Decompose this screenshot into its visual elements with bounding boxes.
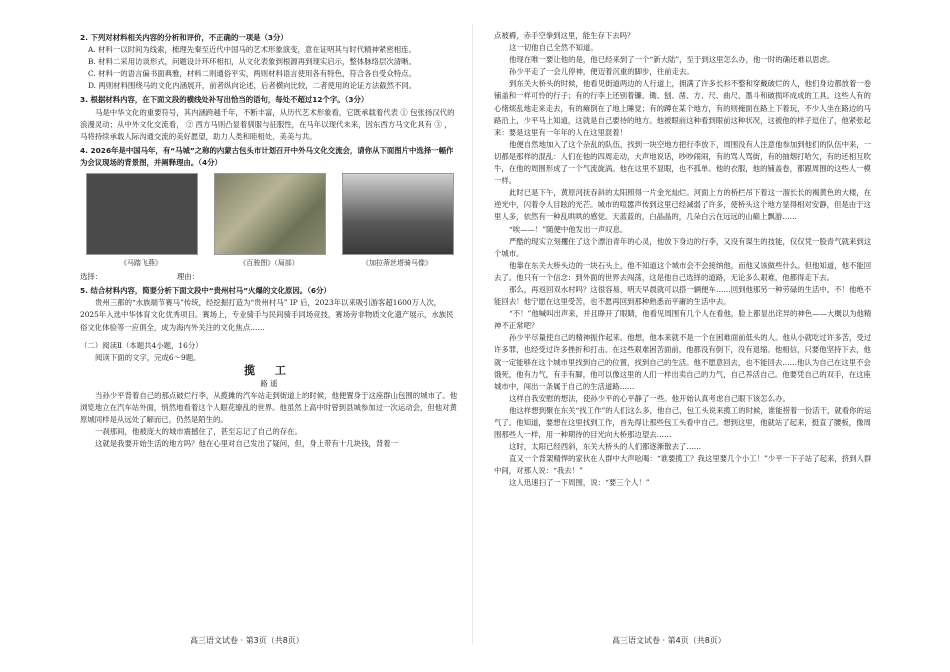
story-paragraph: 到东关大桥头的时候，他看见街道两边的人行道上，拥满了许多长衫不整和穿戴破烂的人，他们身边都放着一卷铺盖和一样可怜的行子；有的行李上还别着镰、锄、刨、凿、方、尺、曲尺、墨斗和破损坏成成的工具。这些人有的心绪烦乱地走来走去，有的瘫倒在了地上睡觉；有的蹲在某个地方，有的则掩面在路上下着玩，不少人坐在路边的马路沿上，少平马上知道，这就是自己要待的地方。他被眼前这种看到眼前这种状况，这被他的样子逗住了，他紧张起来：要是这里有一年年的人在这里混着！ bbox=[494, 79, 872, 137]
right-page bbox=[494, 30, 872, 490]
story-paragraph: 那么，再返回双水村吗？这很容易，明天早晨就可以搭一辆便车……回到他那另一种劳碌的生活中。不！他绝不能回去！他宁愿在这里受苦，也不愿再回到那种熟悉而平庸的生活中去。 bbox=[494, 284, 872, 307]
picture-2 bbox=[214, 173, 324, 269]
story-paragraph: 一刹那间，他被庞大的城市震撼住了，甚至忘记了自己的存在。 bbox=[95, 427, 302, 437]
picture-1 bbox=[86, 173, 196, 269]
story-paragraph: 这一切他自己全然不知道。 bbox=[509, 43, 598, 53]
answer-line bbox=[80, 271, 458, 283]
story-title: 揽 工 bbox=[244, 363, 294, 377]
question-4: 4. 2026年是中国马年，有“马城”之称的内蒙古包头市计划召开中外马文化交流会，请你从下面图片中选择一幅作为会议现场的背景图，并阐释理由。（4分） bbox=[80, 145, 454, 167]
story-paragraph: 这时，太阳已经西斜，东关大桥头的人们都逐渐散去了…… bbox=[509, 442, 702, 452]
story-author: 路 遥 bbox=[260, 378, 278, 388]
q2-option-b: B. 材料二采用访谈形式，问题设计环环相扣，从文化表象到根源再到现实启示，整体脉络层次清晰。 bbox=[88, 57, 416, 67]
story-paragraph: 点被褥，赤手空拳到这里，能生存下去吗？ bbox=[494, 31, 635, 40]
story-paragraph: 他便自然地加入了这个杂乱的队伍，找到一块空地方把行李放下，周围没有人注意他参加到他们的队伍中来，一切都是那样的混乱：人们在他的四周走动，大声地说话，吵吵闹闹，有的骂人骂街，有的抽烟打哈欠，有的还相互吹牛，在他的周围形成了一个气流旋涡。他在这里不显眼，也不孤单。他的衣服，他的铺盖卷，都跟周围的这些人一模一样。 bbox=[494, 139, 872, 186]
page-footer-left: 高三语文试卷 · 第3页（共8页） bbox=[190, 636, 304, 645]
story-paragraph: “唉——！”随便中他发出一声叹息。 bbox=[509, 224, 628, 234]
question-2: 2. 下列对材料相关内容的分析和评价，不正确的一项是（3分） bbox=[80, 33, 288, 42]
story-paragraph: 这人迅速扫了一下周围，说：“要三个人！” bbox=[509, 478, 650, 488]
q2-option-c: C. 材料一的语言偏书面典雅，材料二则通俗平实，两则材料语言使用各有特色，符合各自受众特点。 bbox=[88, 69, 416, 79]
picture-3 bbox=[342, 173, 452, 269]
reason-label: 理由： bbox=[176, 272, 200, 282]
page-divider bbox=[472, 24, 473, 644]
left-page bbox=[80, 30, 458, 450]
story-paragraph: 严酷的现实立刻攫住了这个漂泊青年的心灵，他放下身边的行李，又没有谋生的技能，仅仅凭一股青气就来到这个城市。 bbox=[494, 236, 872, 258]
story-paragraph: 他这样想到聚在东关“找工作”的人们这么多，他自己，包工头说来揽工的时候，谁能捞着一份活干，就看你的运气了。他知道，要想在这里找到工作，首先得让那些包工头看中自己。想到这里，他就站了起来，挺直了腰板，像周围那些人一样，用一种期待的目光向大桥那边望去…… bbox=[494, 405, 872, 440]
story-paragraph: 他现在唯一要让他的是，他已经来到了一个“新大陆”，至于到这里怎么办，他一时的确还难以思虑。 bbox=[509, 55, 835, 65]
horse-painting-image bbox=[214, 173, 326, 255]
story-paragraph: 直又一个背架精悍的家伙在人群中大声吆喝：“谁要揽工？我这里要几个小工！”少平一下子站了起来，挤到人群中间，对那人说：“我去！” bbox=[494, 454, 872, 476]
question-5: 5. 结合材料内容，简要分析下面文段中“贵州村马”火爆的文化原因。（6分） bbox=[80, 286, 331, 296]
question-3: 3. 根据材料内容，在下面文段的横线处补写出恰当的语句，每处不超过12个字。（3分） bbox=[80, 95, 369, 105]
story-paragraph: 当孙少平背着自己的那点破烂行李，从揽摊的汽车站走到街道上的时候，他便置身于这座群山包围的城市了。他浏览地立在汽车站外面，悄然地看着这个人眼花缭乱的世界。他虽然上高中时曾到县城参加过一次运动会，但他对黄原城同样是从远处了解而已，仍然是陌生的。 bbox=[80, 390, 458, 425]
q5-passage: 贵州三都的“水族端节赛马”传统，经挖掘打造为“贵州村马” IP 后，2023年以来吸引游客超1600万人次，2025年入选中华体育文化优秀项目。赛场上，专业骑手与民间骑手同场竞技，赛场旁非物质文化遗产展示，水族民俗文化体验等一应俱全，成为海内外关注的文化焦点…… bbox=[80, 298, 454, 332]
picture-1-caption: 《马踏飞燕》 bbox=[120, 259, 162, 268]
equestrian-statue-image bbox=[342, 173, 454, 255]
q2-option-a: A. 材料一以时间为线索，梳理先秦至近代中国马的艺术形象演变，意在证明其与时代精神紧密相连。 bbox=[88, 45, 416, 55]
horse-statue-image bbox=[86, 173, 198, 255]
story-paragraph: 孙少平走了一会儿停神，便迈着沉重的脚步，往前走去。 bbox=[509, 67, 694, 77]
select-label: 选择： bbox=[80, 272, 103, 282]
story-paragraph: 这样自我安慰的想法，使孙少平的心平静了一些。他开始认真考虑自己眼下该怎么办。 bbox=[509, 393, 790, 403]
q2-option-d: D. 两则材料围绕马的文化内涵展开，前者纵向论述，后者横向比较，二者使用的论证方法截然不同。 bbox=[88, 81, 417, 91]
q4-pictures bbox=[86, 173, 452, 269]
picture-3-caption: 《加拉蒂丝塔骑马像》 bbox=[362, 259, 432, 268]
story-paragraph: 这就是我要开始生活的地方吗？他在心里对自己发出了疑问，但，身上带有十几块钱，背着一 bbox=[95, 439, 399, 449]
story-paragraph: 他靠在东关大桥头边的一块石头上，他不知道这个城市会不会接纳他，而他又该做些什么。但他知道，他不能回去了。他只有一个信念：到外面的世界去闯荡，这是他自己选择的道路，无论多么艰难，他都得走下去。 bbox=[494, 260, 872, 282]
story-paragraph: “不！”他喊叫出声来，并且睁开了眼睛，他看见周围有几个人在看他，脸上都显出诧异的神色——大概以为他精神不正常吧？ bbox=[494, 309, 872, 331]
story-paragraph: 此时已是下午，黄原河抚吞斜的太阳照得一片金光灿烂。河面上方的桥栏吊下着这一溜长长的褐黄色的大楼，在逆光中，闪着令人目眩的光芒。城市的喧嚣声传到这里已经减弱了许多，使桥头这个地方显得相对安静，但是由于这里人多，依然有一种乱哄哄的感觉。天蓝蓝的，白晶晶的，几朵白云在远远的山巅上飘游…… bbox=[494, 188, 872, 222]
picture-2-caption: 《百骏图》（局部） bbox=[239, 259, 299, 268]
section-2-heading: （二）阅读Ⅱ（本题共4小题，16分） bbox=[80, 340, 203, 350]
story-paragraph: 孙少平尽量使自己的精神振作起来。他想，他本来就不是一个在困难面前低头的人。他从小就吃过许多苦，受过许多罪，也经受过许多挫折和打击。在这些艰难困苦面前，他都没有倒下，没有退缩。他相信，只要他坚持下去，他就一定能够在这个城市里找到自己的位置，找到自己的生活。他不愿意回去，也不能回去……他认为自己在这里不会饿死，他有力气，有手有脚，他可以像这里的人们一样出卖自己的力气，自己养活自己。他要凭自己的双手，在这座城市中，闯出一条属于自己的生活道路…… bbox=[494, 333, 872, 391]
page-footer-right: 高三语文试卷 · 第4页（共8页） bbox=[612, 636, 726, 645]
section-2-intro: 阅读下面的文字，完成6～9题。 bbox=[95, 352, 201, 362]
q3-passage: 马是中华文化的重要符号，其内涵跨越千年，不断丰富，从历代艺术形象看，它既承载着代表 ① 包张扬汉代的浪漫灵动；从中外文化交流看， ② 西方马则凸显着驯服与征服性，在马年以现代未来，因东西方马文化具有 ③ ，马将持续承载人际沟通交流的美好愿望，助力人类和睦相处、美美与共。 bbox=[80, 107, 455, 141]
